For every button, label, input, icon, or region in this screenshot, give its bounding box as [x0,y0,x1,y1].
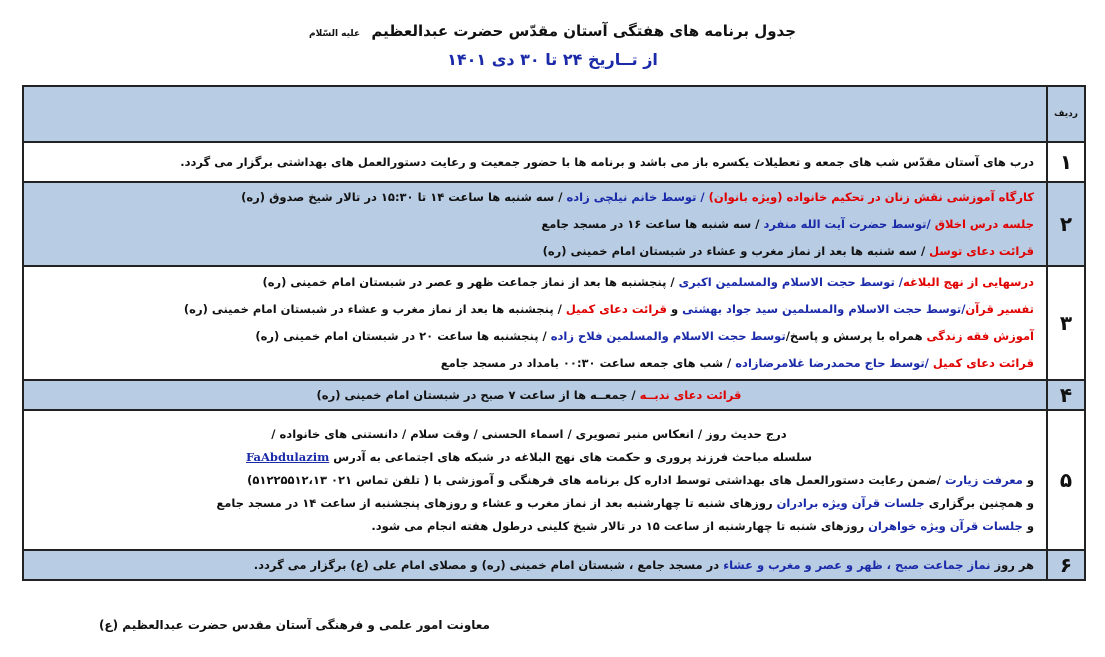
event-title: قرائت دعای ندبــه [639,387,742,402]
event-time: / پنجشنبه ها ساعت ۲۰ در شبستان امام خمینی (ره) [255,329,551,343]
row-line: /ضمن رعایت دستورالعمل های بهداشتی توسط اداره کل برنامه های فرهنگی و آموزشی با ( تلفن تماس ۰۲۱ ۵۱۲۲۵۵۱۲،۱۳) [247,472,945,487]
connector: هر روز [990,557,1034,572]
event-connector: و [666,302,683,316]
connector: و [1022,518,1034,533]
row-number: ۱ [1047,142,1085,182]
event-title: جلسات قرآن ویژه برادران [776,495,925,510]
header-empty-cell [23,86,1047,142]
row-content [23,266,1047,380]
event-title: قرائت دعای کمیل [932,356,1034,370]
footer-signature: معاونت امور علمی و فرهنگی آستان مقدس حضرت عبدالعظیم (ع) [98,618,490,632]
event-title: نماز جماعت صبح ، ظهر و عصر و مغرب و عشاء [723,557,991,572]
event-time: / پنجشنبه ها بعد از نماز جماعت ظهر و عصر در شبستان امام خمینی (ره) [262,275,679,289]
row-line: در مسجد جامع ، شبستان امام خمینی (ره) و مصلای امام علی (ع) برگزار می گردد. [253,557,724,572]
event-time: / سه شنبه ها ساعت ۱۶ در مسجد جامع [541,216,764,231]
event-speaker: / توسط خانم نیلچی زاده [566,189,709,204]
row-content [23,550,1047,580]
event-title: قرائت دعای توسل [929,243,1034,258]
event-time: / جمعــه ها از ساعت ۷ صبح در شبستان امام خمینی (ره) [316,387,640,402]
row-number: ۶ [1047,550,1085,580]
event-title: قرائت دعای کمیل [565,302,667,316]
row-line: روزهای شنبه تا چهارشنبه بعد از نماز مغرب و عشاء و روزهای پنجشنبه از ساعت ۱۴ در مسجد جامع [216,495,777,510]
page-subtitle: از تــاریخ ۲۴ تا ۳۰ دی ۱۴۰۱ [447,50,658,69]
event-speaker: /توسط حجت الاسلام والمسلمین سید جواد بهشتی [682,302,966,316]
connector: و [1022,472,1034,487]
row-number-header: ردیف [1047,86,1085,142]
connector: و همچنین برگزاری [924,495,1034,510]
row-number: ۲ [1047,182,1085,266]
table-row [23,550,1085,580]
event-time: / سه شنبه ها ساعت ۱۴ تا ۱۵:۳۰ در تالار شیخ صدوق (ره) [241,189,567,204]
table-header-row [23,86,1085,142]
event-time: / پنجشنبه ها بعد از نماز مغرب و عشاء در شبستان امام خمینی (ره) [183,302,566,316]
event-note: همراه با پرسش و پاسخ/ [785,329,927,343]
event-title: آموزش فقه زندگی [926,329,1034,343]
row-content [23,142,1047,182]
event-title: جلسات قرآن ویژه خواهران [868,518,1023,533]
event-title: تفسیر قرآن [965,302,1034,316]
event-title: کارگاه آموزشی نقش زنان در تحکیم خانواده (ویژه بانوان) [708,189,1034,204]
row-line: درج حدیث روز / انعکاس منبر تصویری / اسماء الحسنی / وقت سلام / دانستنی های خانواده / [271,426,787,441]
title-text: جدول برنامه های هفتگی آستان مقدّس حضرت عبدالعظیم [371,22,797,40]
row-content [23,182,1047,266]
schedule-table [22,85,1086,581]
event-title: جلسه درس اخلاق [934,216,1034,231]
row-number: ۳ [1047,266,1085,380]
event-title: درسهایی از نهج البلاغه [903,275,1034,289]
table-row [23,410,1085,550]
table-row [23,266,1085,380]
social-handle-link[interactable]: FaAbdulazim [246,449,330,464]
page-title [0,22,1105,40]
event-speaker: توسط حجت الاسلام والمسلمین فلاح زاده [550,329,786,343]
row-line: درب های آستان مقدّس شب های جمعه و تعطیلات یکسره باز می باشد و برنامه ها با حضور جمعیت و رعایت دستورالعمل های بهداشتی برگزار می گردد. [180,154,1034,169]
table-row [23,142,1085,182]
row-line: سلسله مباحث فرزند پروری و حکمت های نهج البلاغه در شبکه های اجتماعی به آدرس [329,449,812,464]
event-speaker: /توسط حضرت آیت الله منفرد [763,216,935,231]
table-row [23,380,1085,410]
row-number: ۴ [1047,380,1085,410]
event-time: / سه شنبه ها بعد از نماز مغرب و عشاء در شبستان امام خمینی (ره) [542,243,930,258]
event-time: / شب های جمعه ساعت ۰۰:۳۰ بامداد در مسجد جامع [440,356,736,370]
table-row [23,182,1085,266]
event-speaker: / توسط حجت الاسلام والمسلمین اکبری [678,275,904,289]
event-speaker: /توسط حاج محمدرضا غلامرضازاده [735,356,933,370]
row-number: ۵ [1047,410,1085,550]
row-line: روزهای شنبه تا چهارشنبه از ساعت ۱۵ در تالار شیخ کلینی درطول هفته انجام می شود. [371,518,869,533]
row-content [23,410,1047,550]
title-suffix: علیه السّلام [308,29,361,39]
event-title: معرفت زیارت [944,472,1023,487]
row-content [23,380,1047,410]
